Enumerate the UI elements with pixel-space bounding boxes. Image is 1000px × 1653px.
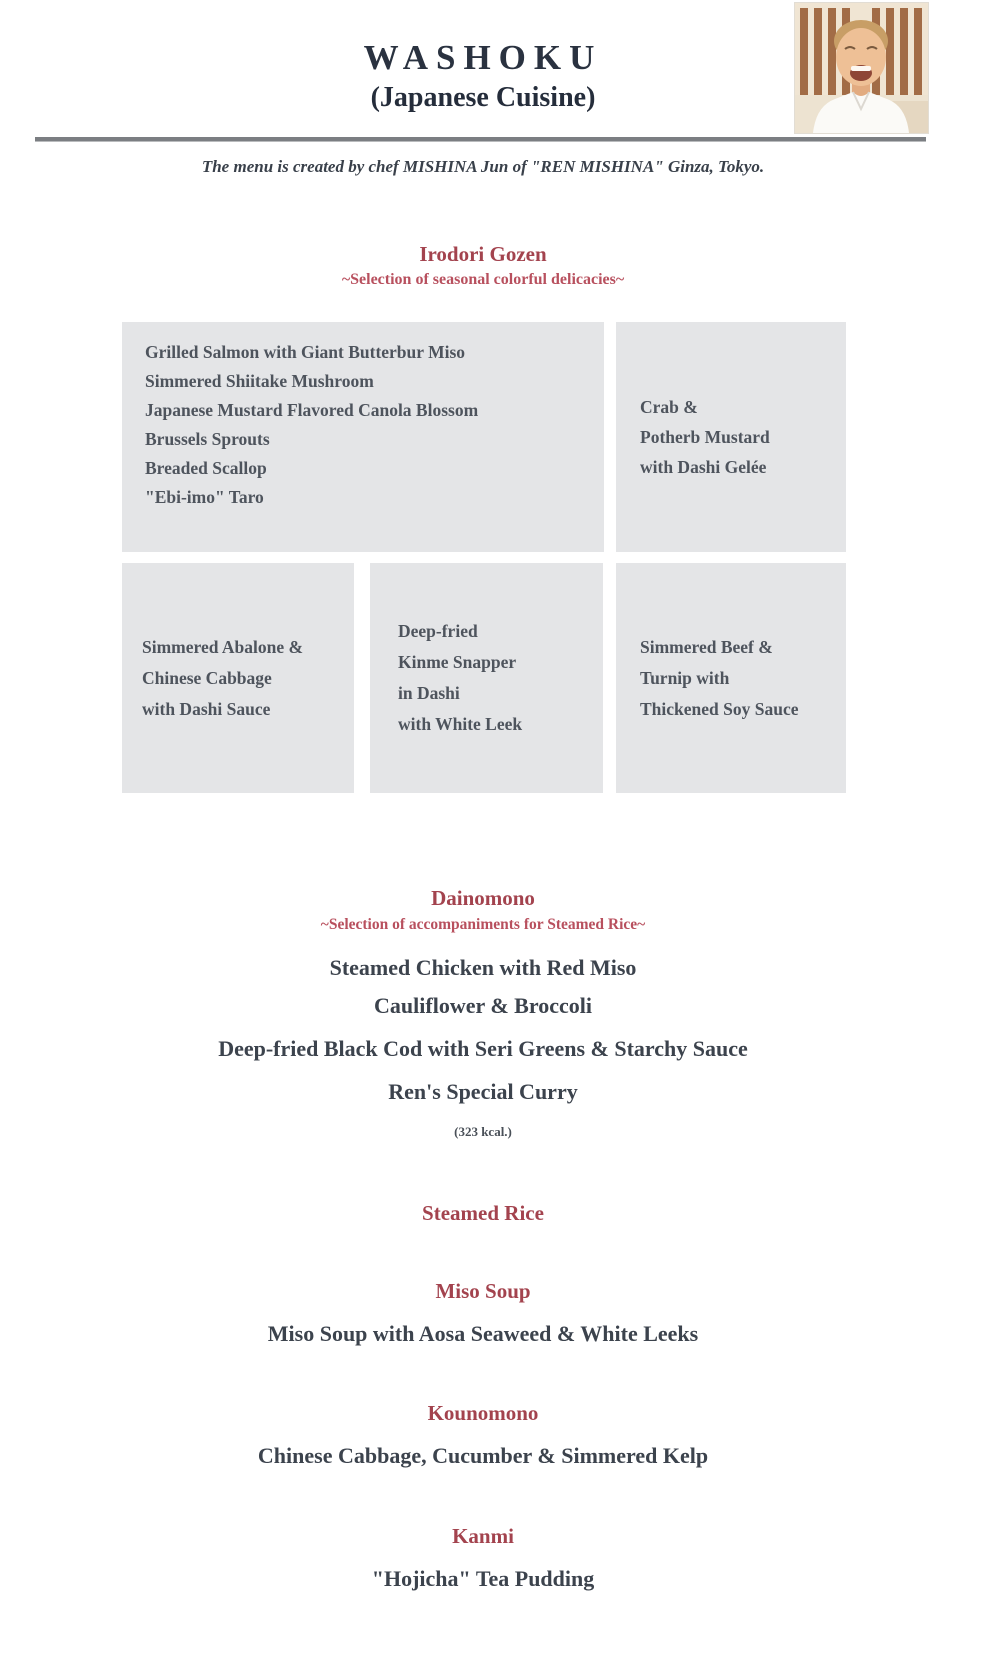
menu-item-line: with Dashi Sauce bbox=[142, 698, 271, 719]
section-heading-steamed-rice: Steamed Rice bbox=[422, 1201, 544, 1225]
menu-item-line: Thickened Soy Sauce bbox=[640, 698, 799, 719]
menu-item-line: Simmered Beef & bbox=[640, 636, 773, 657]
dainomono-item-steamed-chicken: Steamed Chicken with Red Miso bbox=[329, 955, 637, 980]
dainomono-item-cauliflower: Cauliflower & Broccoli bbox=[374, 993, 592, 1018]
calorie-note: (323 kcal.) bbox=[454, 1124, 512, 1139]
menu-item-line: with White Leek bbox=[398, 714, 523, 734]
menu-item-line: with Dashi Gelée bbox=[640, 457, 767, 477]
section-heading-kounomono: Kounomono bbox=[427, 1401, 539, 1425]
section-heading-dainomono: Dainomono bbox=[431, 886, 535, 910]
dainomono-item-special-curry: Ren's Special Curry bbox=[388, 1079, 578, 1104]
miso-soup-item: Miso Soup with Aosa Seaweed & White Leeks bbox=[267, 1321, 699, 1346]
chef-photo bbox=[795, 3, 928, 133]
menu-item-line: Deep-fried bbox=[398, 621, 478, 641]
section-heading-irodori-gozen: Irodori Gozen bbox=[419, 242, 547, 266]
section-heading-kanmi: Kanmi bbox=[452, 1524, 514, 1548]
menu-item-line: Brussels Sprouts bbox=[145, 429, 270, 449]
menu-item-line: Chinese Cabbage bbox=[142, 667, 272, 688]
menu-item-line: Japanese Mustard Flavored Canola Blossom bbox=[145, 400, 479, 420]
menu-item-line: Grilled Salmon with Giant Butterbur Miso bbox=[145, 342, 466, 362]
menu-box-kinme-snapper bbox=[370, 563, 603, 793]
menu-item-line: Potherb Mustard bbox=[640, 427, 770, 447]
menu-item-line: Crab & bbox=[640, 397, 698, 417]
menu-box-simmered-beef bbox=[616, 563, 846, 793]
menu-item-line: in Dashi bbox=[398, 683, 460, 703]
menu-box-crab bbox=[616, 322, 846, 552]
header-divider bbox=[35, 137, 926, 142]
section-subheading-dainomono: ~Selection of accompaniments for Steamed Rice~ bbox=[320, 916, 646, 933]
menu-item-line: Breaded Scallop bbox=[145, 458, 267, 478]
kounomono-item: Chinese Cabbage, Cucumber & Simmered Kelp bbox=[257, 1443, 709, 1468]
menu-box-grilled-salmon bbox=[122, 322, 604, 552]
menu-item-line: "Ebi-imo" Taro bbox=[145, 487, 264, 507]
menu-item-line: Simmered Abalone & bbox=[142, 636, 304, 657]
menu-item-line: Simmered Shiitake Mushroom bbox=[145, 371, 374, 391]
chef-portrait-illustration bbox=[795, 3, 928, 133]
page-subtitle: (Japanese Cuisine) bbox=[370, 82, 596, 113]
chef-credit-line: The menu is created by chef MISHINA Jun of "REN MISHINA" Ginza, Tokyo. bbox=[201, 157, 765, 176]
page-title: WASHOKU bbox=[363, 38, 603, 77]
section-heading-miso-soup: Miso Soup bbox=[435, 1279, 531, 1303]
dainomono-item-black-cod: Deep-fried Black Cod with Seri Greens & Starchy Sauce bbox=[218, 1036, 748, 1061]
menu-item-line: Kinme Snapper bbox=[398, 652, 517, 672]
menu-item-line: Turnip with bbox=[640, 667, 730, 688]
section-subheading-irodori-gozen: ~Selection of seasonal colorful delicacies~ bbox=[341, 271, 625, 288]
menu-box-abalone bbox=[122, 563, 354, 793]
kanmi-item: "Hojicha" Tea Pudding bbox=[371, 1566, 595, 1591]
